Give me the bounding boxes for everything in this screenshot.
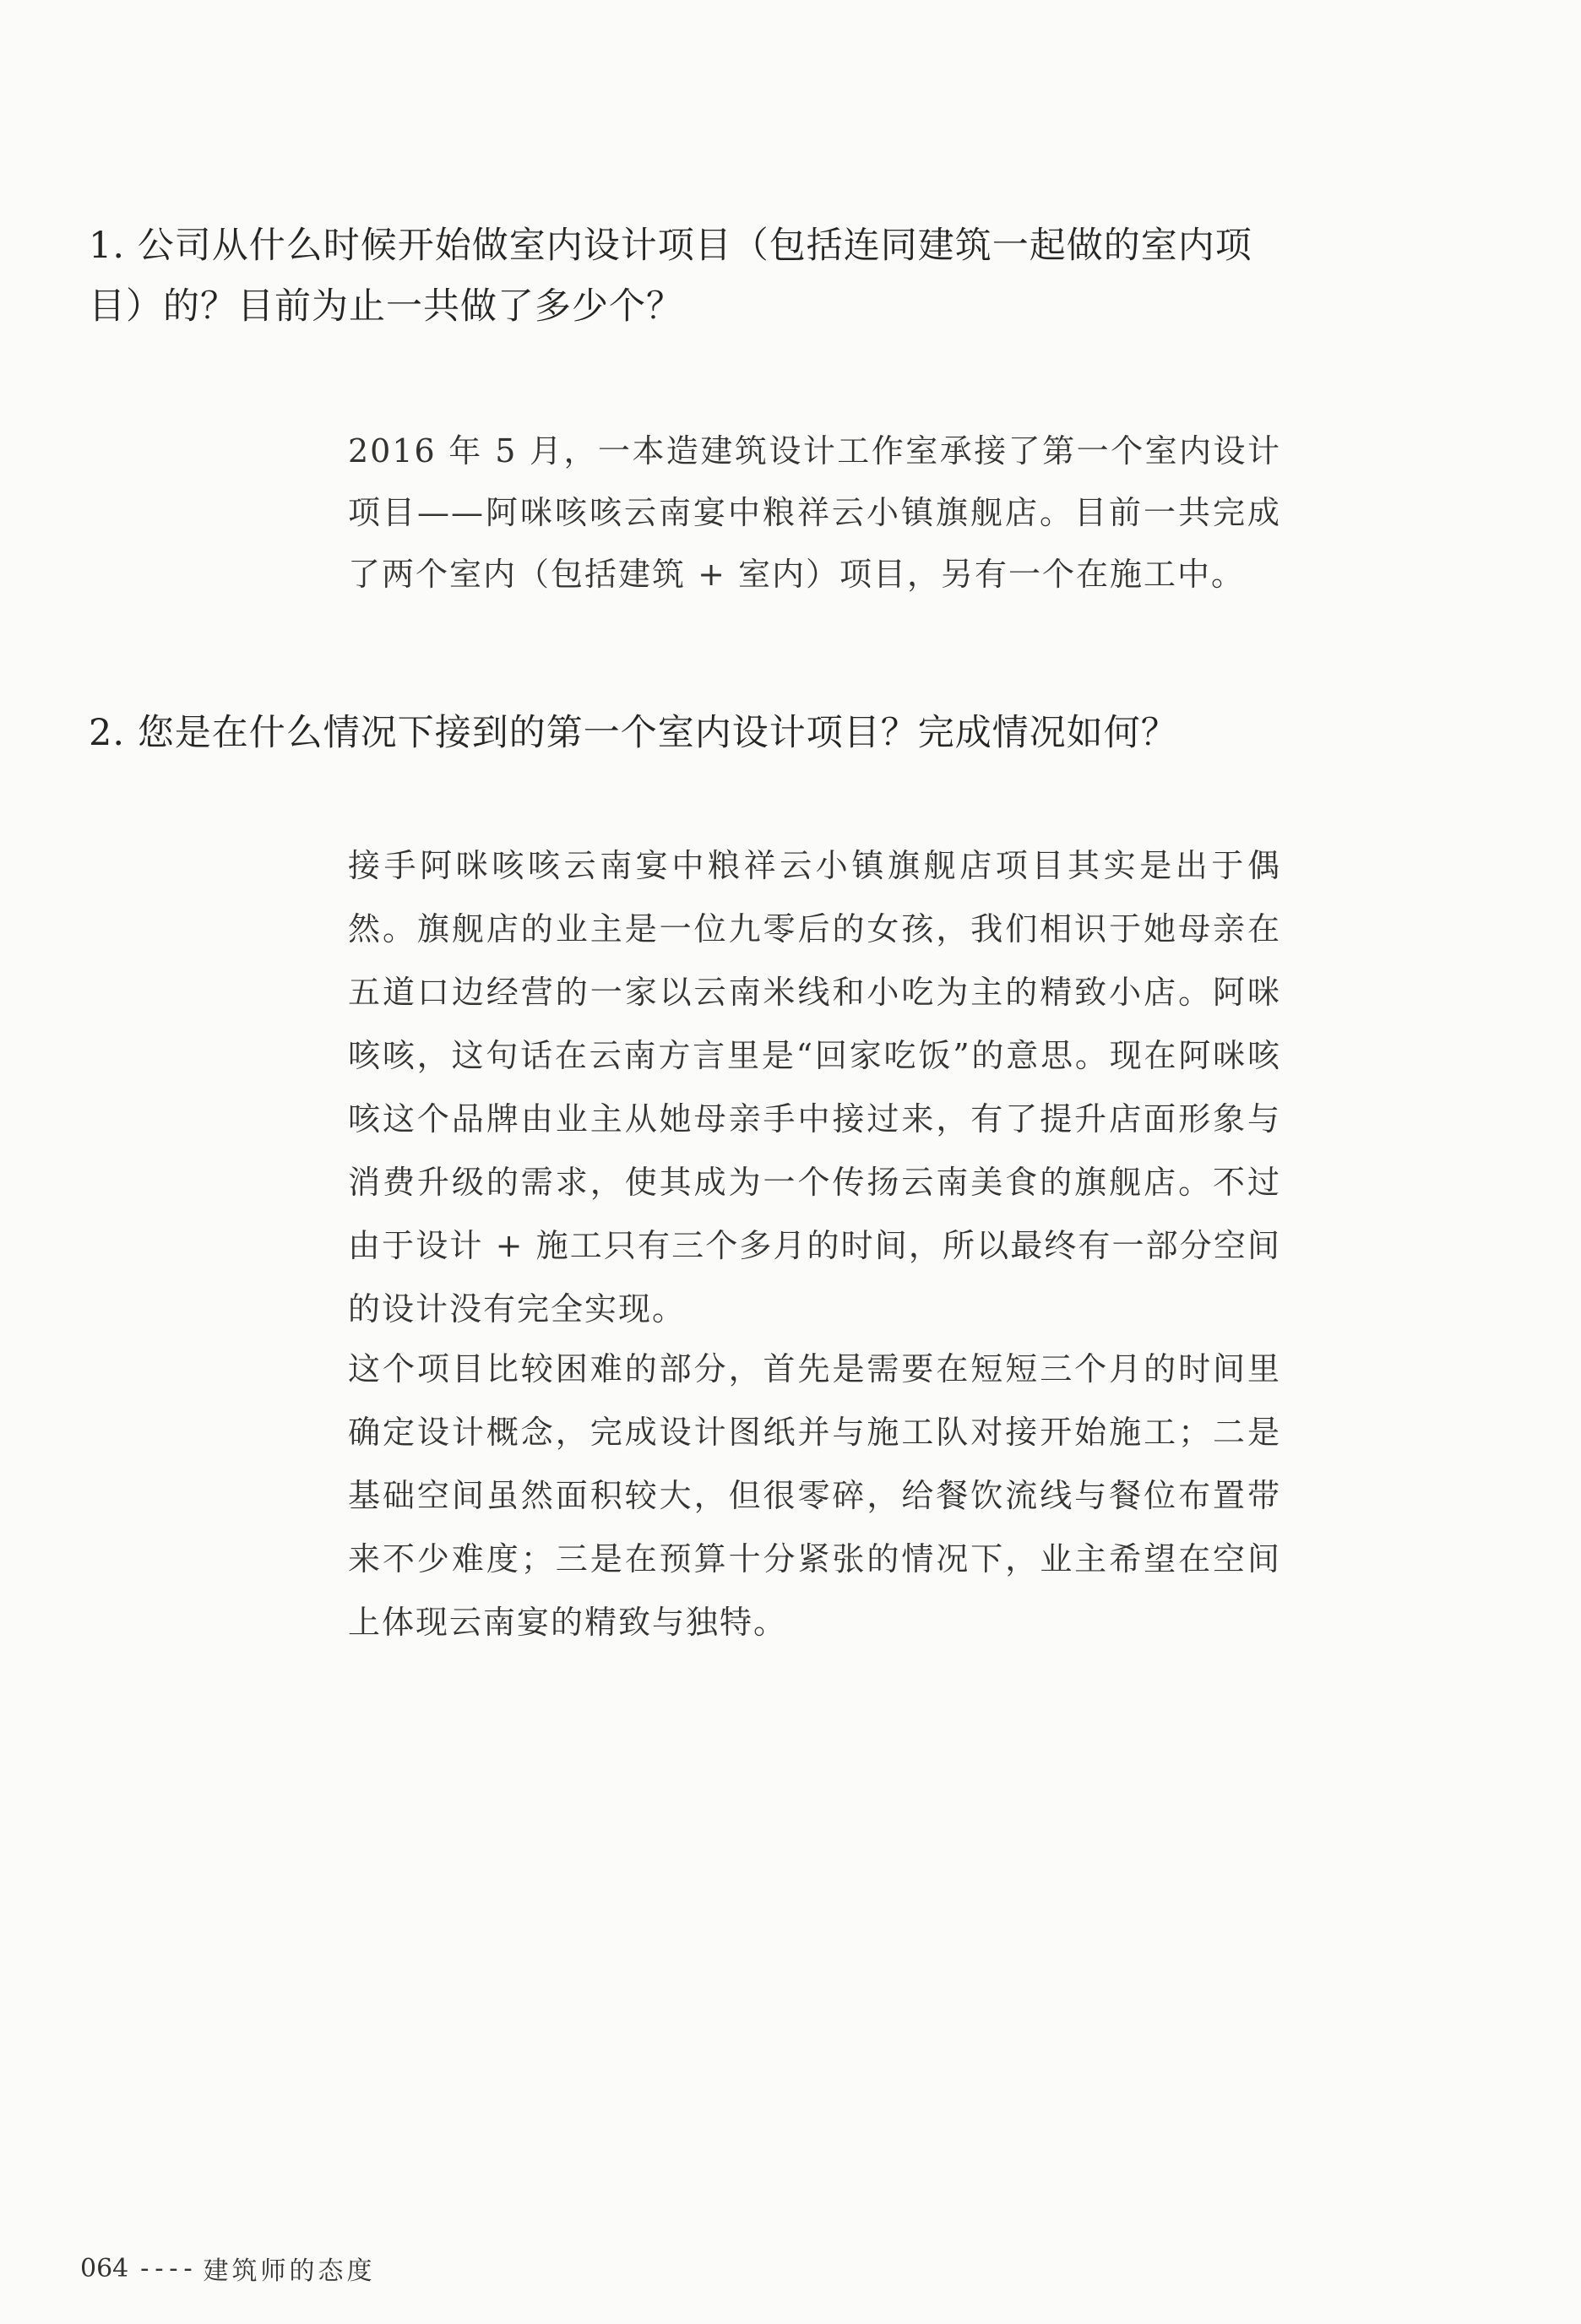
answer-2-paragraph-2: 这个项目比较困难的部分，首先是需要在短短三个月的时间里确定设计概念，完成设计图纸并与施工队对接开始施工；二是基础空间虽然面积较大，但很零碎，给餐饮流线与餐位布置带来不少难度；三是在预算十分紧张的情况下，业主希望在空间上体现云南宴的精致与独特。 <box>348 1350 1281 1641</box>
book-title: 建筑师的态度 <box>203 2256 376 2286</box>
question-1: 1. 公司从什么时候开始做室内设计项目（包括连同建筑一起做的室内项目）的？目前为止一共做了多少个？ <box>89 225 1252 328</box>
footer-separator: ---- <box>137 2253 195 2283</box>
question-2: 2. 您是在什么情况下接到的第一个室内设计项目？完成情况如何？ <box>89 712 1178 754</box>
page-number: 064 <box>80 2253 129 2283</box>
page-footer <box>80 2250 376 2287</box>
answer-2-paragraph-1: 接手阿咪咳咳云南宴中粮祥云小镇旗舰店项目其实是出于偶然。旗舰店的业主是一位九零后的女孩，我们相识于她母亲在五道口边经营的一家以云南米线和小吃为主的精致小店。阿咪咳咳，这句话在云南方言里是“回家吃饭”的意思。现在阿咪咳咳这个品牌由业主从她母亲手中接过来，有了提升店面形象与消费升级的需求，使其成为一个传扬云南美食的旗舰店。不过由于设计 + 施工只有三个多月的时间，所以最终有一部分空间的设计没有完全实现。 <box>348 847 1281 1328</box>
answer-1: 2016 年 5 月，一本造建筑设计工作室承接了第一个室内设计项目——阿咪咳咳云南宴中粮祥云小镇旗舰店。目前一共完成了两个室内（包括建筑 + 室内）项目，另有一个在施工中。 <box>348 432 1281 593</box>
